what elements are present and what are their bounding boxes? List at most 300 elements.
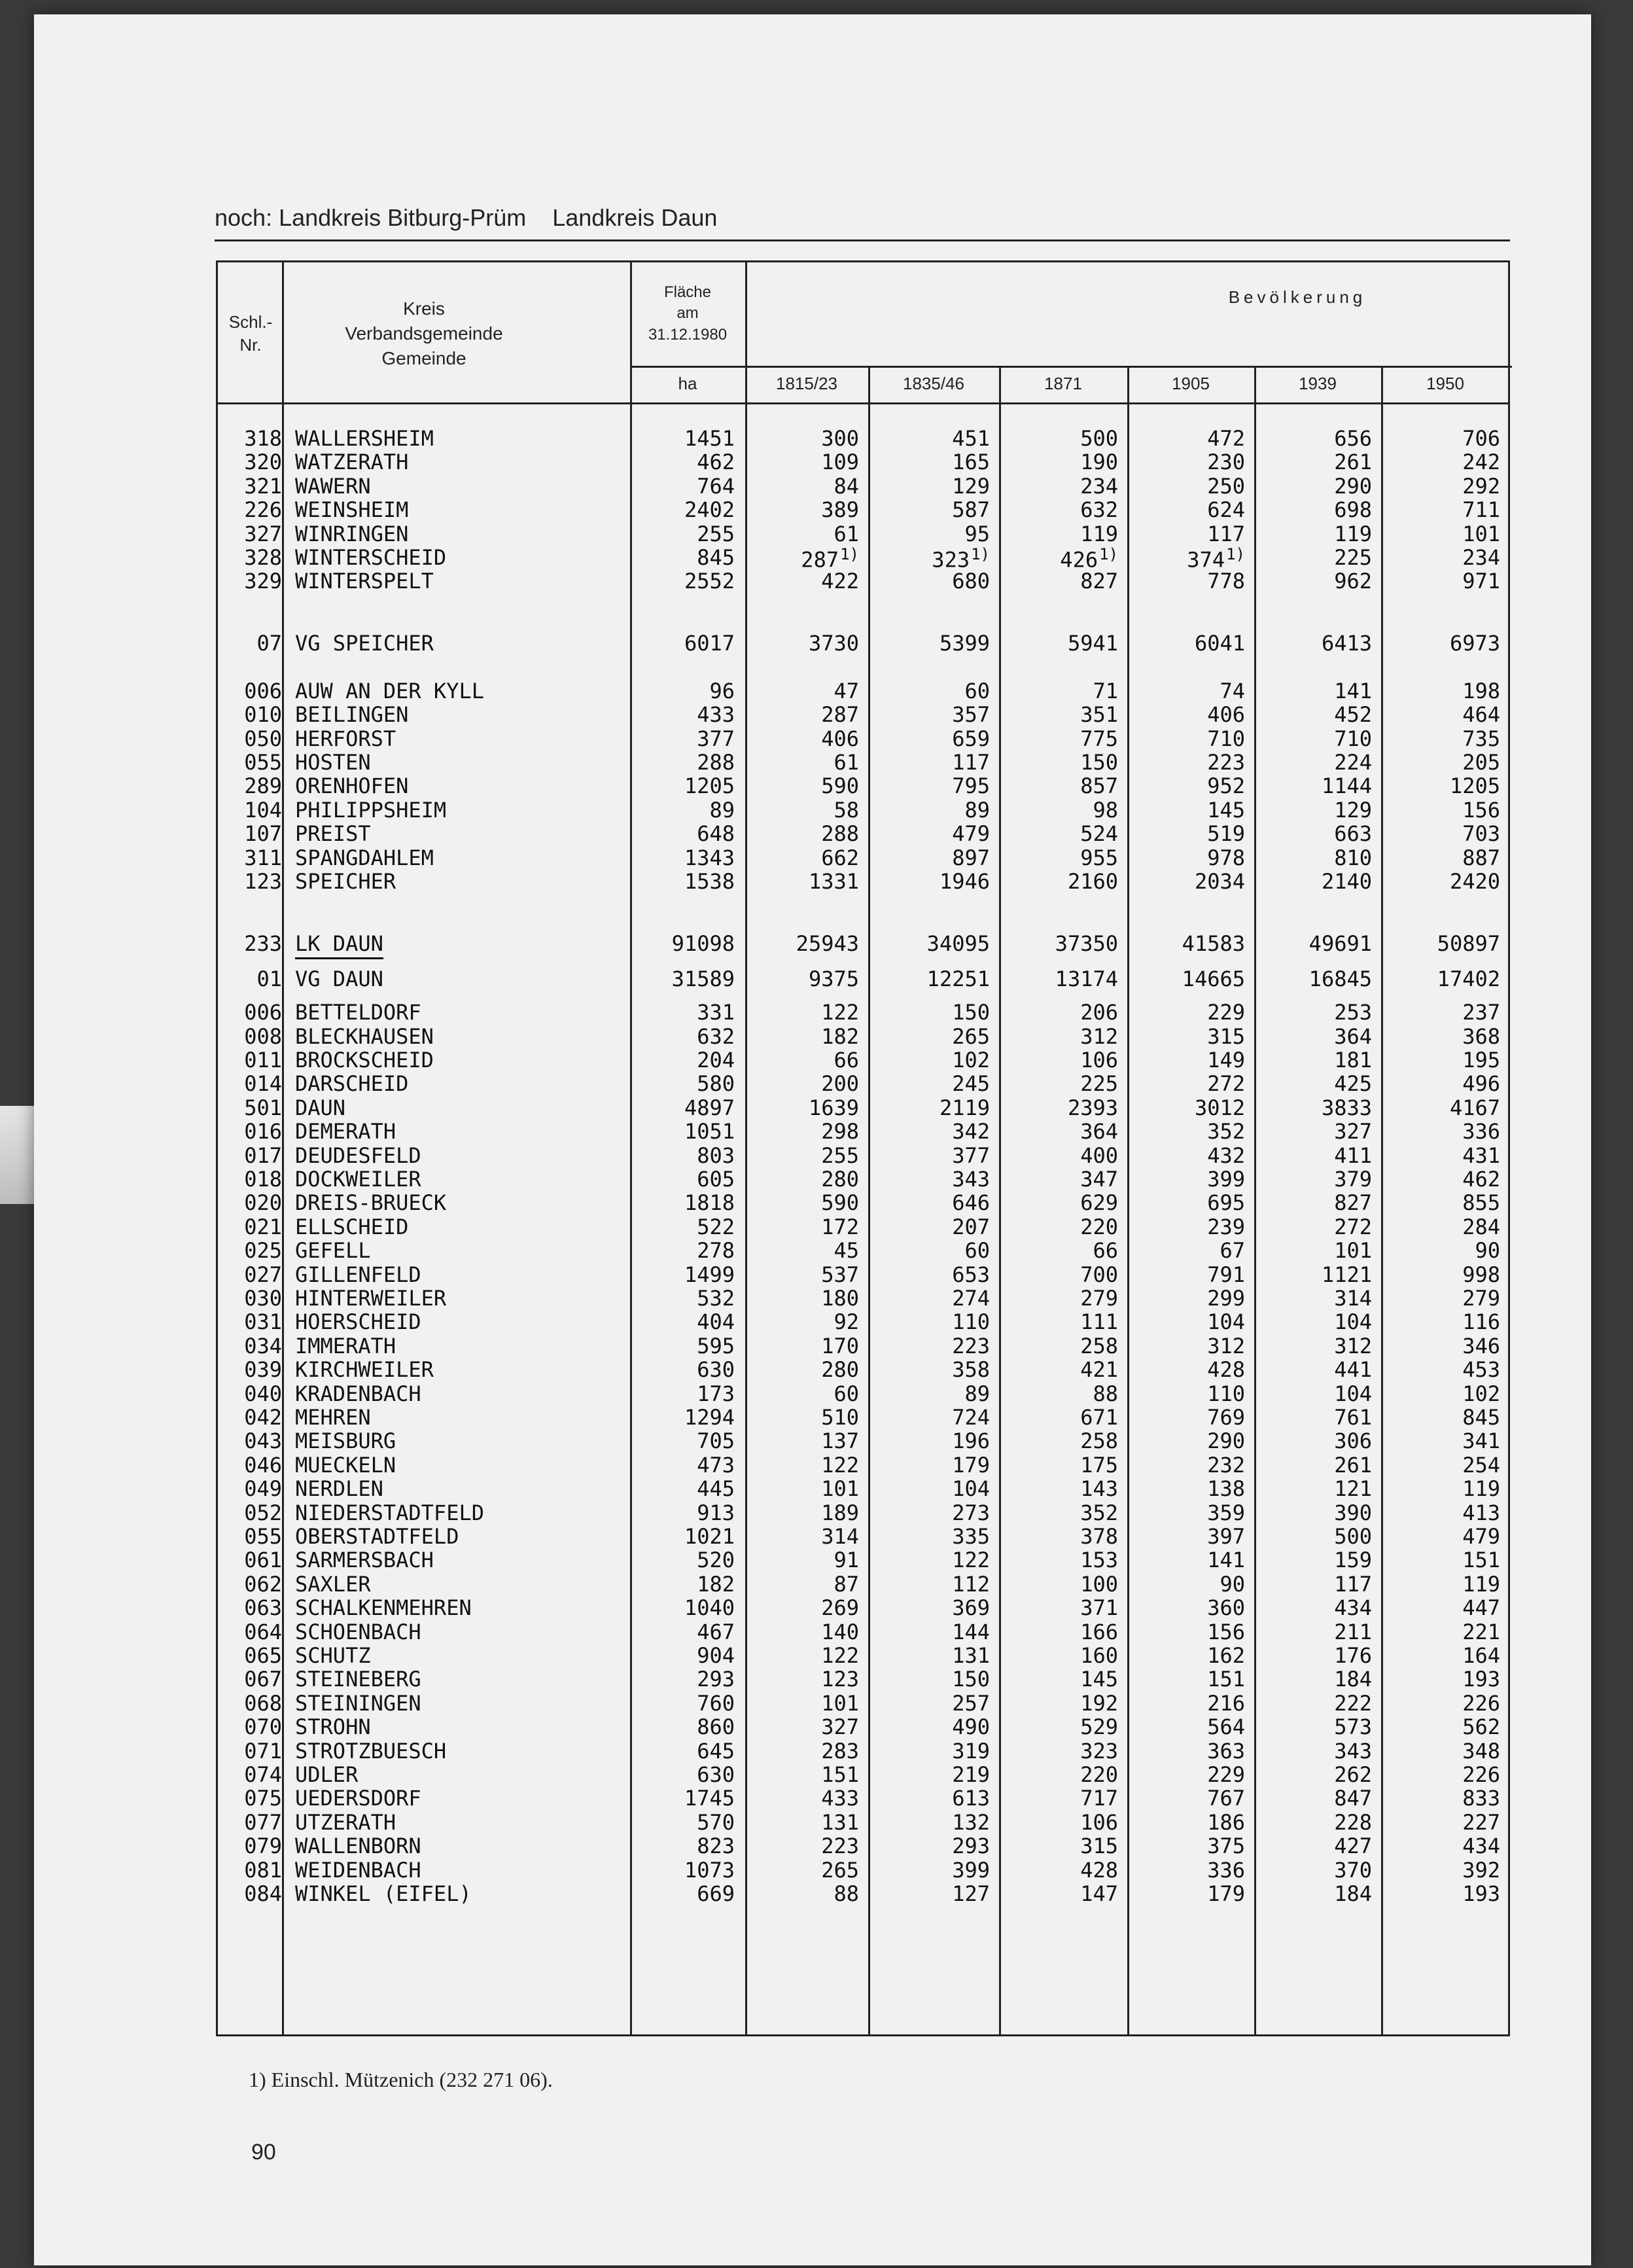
row-population-2 [964, 522, 990, 546]
row-name: WAWERN [295, 473, 371, 499]
table-row [218, 1000, 1508, 1023]
row-name: SCHALKENMEHREN [295, 1595, 472, 1621]
row-name: DAUN [295, 1095, 346, 1120]
population-value: 857 [1080, 773, 1118, 799]
row-number: 067 [244, 1667, 282, 1692]
population-value: 971 [1462, 569, 1500, 594]
row-population-1 [821, 1667, 859, 1692]
population-value: 1205 [1449, 773, 1500, 799]
table-row [218, 798, 1508, 821]
row-population-3 [1080, 1691, 1118, 1716]
population-value: 74 [1220, 678, 1245, 703]
population-value: 510 [821, 1405, 859, 1430]
population-value: 223 [1207, 750, 1245, 775]
row-population-2 [952, 773, 990, 798]
row-population-4 [1207, 1453, 1245, 1478]
row-name: MEISBURG [295, 1428, 396, 1454]
row-number: 006 [244, 1000, 282, 1025]
population-value: 179 [952, 1452, 990, 1478]
row-number: 064 [244, 1619, 282, 1644]
row-population-1 [821, 1739, 859, 1763]
population-value: 897 [952, 845, 990, 870]
population-value: 695 [1207, 1190, 1245, 1216]
population-value: 61 [834, 521, 859, 546]
row-area: 278 [697, 1238, 735, 1264]
population-value: 102 [1462, 1381, 1500, 1406]
row-name: PHILIPPSHEIM [295, 797, 447, 823]
row-population-2 [952, 1786, 990, 1811]
row-population-4 [1207, 474, 1245, 499]
population-value: 2034 [1194, 869, 1245, 895]
row-population-4 [1195, 869, 1245, 894]
row-population-3 [1080, 845, 1118, 870]
row-area: 669 [697, 1881, 735, 1907]
row-population-2 [952, 1667, 990, 1692]
row-population-2 [952, 1357, 990, 1382]
row-population-4 [1207, 1810, 1245, 1835]
population-value: 390 [1334, 1500, 1372, 1525]
row-population-4 [1207, 1071, 1245, 1096]
row-population-2 [952, 474, 990, 499]
table-row [218, 1548, 1508, 1571]
row-population-5 [1334, 798, 1372, 823]
row-name: OBERSTADTFELD [295, 1524, 459, 1550]
row-number: 016 [244, 1119, 282, 1144]
population-value: 426 [1060, 547, 1098, 573]
row-population-3 [1080, 1834, 1118, 1858]
row-population-3 [1080, 1476, 1118, 1501]
row-population-6 [1462, 1548, 1500, 1572]
population-value: 2160 [1067, 869, 1118, 895]
row-name: STROHN [295, 1714, 371, 1740]
row-population-5 [1334, 1238, 1372, 1263]
row-population-6 [1462, 1309, 1500, 1334]
row-area: 2402 [684, 497, 735, 523]
row-population-4 [1207, 726, 1245, 751]
population-value: 632 [1080, 497, 1118, 523]
table-row [218, 1500, 1508, 1524]
row-area: 904 [697, 1643, 735, 1669]
row-number: 031 [244, 1309, 282, 1335]
row-population-1 [821, 1000, 859, 1025]
row-area: 4897 [684, 1095, 735, 1120]
row-population-1 [821, 1476, 859, 1501]
population-value: 153 [1080, 1548, 1118, 1573]
row-population-4 [1207, 1334, 1245, 1358]
population-value: 88 [1093, 1381, 1118, 1406]
row-population-3 [1080, 1739, 1118, 1763]
row-population-5 [1334, 1762, 1372, 1787]
population-value: 181 [1334, 1048, 1372, 1073]
population-value: 315 [1080, 1834, 1118, 1859]
row-name: WEIDENBACH [295, 1857, 421, 1883]
population-value: 1121 [1321, 1262, 1372, 1287]
row-name: WINTERSPELT [295, 569, 434, 594]
row-population-1 [821, 1595, 859, 1620]
population-value: 13174 [1055, 966, 1118, 992]
population-value: 111 [1080, 1309, 1118, 1335]
row-population-1 [821, 1620, 859, 1644]
row-number: 226 [244, 497, 282, 523]
table-row [218, 1667, 1508, 1690]
population-value: 131 [952, 1643, 990, 1669]
row-number: 123 [244, 869, 282, 895]
population-value: 287 [801, 547, 839, 573]
population-value: 590 [821, 1190, 859, 1216]
population-value: 106 [1080, 1048, 1118, 1073]
population-value: 261 [1334, 450, 1372, 475]
population-value: 164 [1462, 1643, 1500, 1669]
population-value: 225 [1080, 1071, 1118, 1097]
row-population-5 [1334, 1834, 1372, 1858]
population-value: 962 [1334, 569, 1372, 594]
row-area: 1499 [684, 1262, 735, 1287]
row-number: 011 [244, 1048, 282, 1073]
row-population-5 [1334, 1453, 1372, 1478]
row-number: 079 [244, 1834, 282, 1859]
row-population-5 [1334, 1024, 1372, 1049]
table-row [218, 1524, 1508, 1548]
population-value: 192 [1080, 1690, 1118, 1716]
population-value: 227 [1462, 1809, 1500, 1835]
row-population-4 [1207, 798, 1245, 823]
population-value: 90 [1220, 1571, 1245, 1597]
row-population-2 [952, 1214, 990, 1239]
population-value: 847 [1334, 1786, 1372, 1811]
table-row [218, 931, 1508, 955]
population-value: 323 [932, 547, 970, 573]
row-population-6 [1462, 1453, 1500, 1478]
population-value: 711 [1462, 497, 1500, 523]
population-value: 89 [964, 797, 990, 823]
population-value: 472 [1207, 426, 1245, 451]
row-population-3 [1080, 1190, 1118, 1215]
table-row [218, 966, 1508, 990]
row-population-6 [1462, 1643, 1500, 1668]
row-population-5 [1334, 1071, 1372, 1096]
row-population-2 [952, 1000, 990, 1025]
row-population-4 [1207, 1357, 1245, 1382]
row-name: MUECKELN [295, 1452, 396, 1478]
row-area: 404 [697, 1309, 735, 1335]
population-value: 290 [1334, 473, 1372, 499]
row-area: 532 [697, 1286, 735, 1311]
population-value: 119 [1334, 521, 1372, 546]
population-value: 312 [1207, 1333, 1245, 1358]
row-population-1 [834, 750, 859, 775]
table-row [218, 1739, 1508, 1762]
population-value: 500 [1334, 1524, 1372, 1550]
population-value: 122 [821, 1452, 859, 1478]
row-population-1 [834, 1238, 859, 1263]
row-population-4 [1182, 966, 1245, 991]
population-value: 279 [1080, 1286, 1118, 1311]
population-value: 61 [834, 750, 859, 775]
row-population-3 [1080, 1405, 1118, 1430]
row-population-2 [939, 869, 990, 894]
row-population-5 [1334, 1691, 1372, 1716]
row-population-5 [1334, 1881, 1372, 1906]
population-value: 425 [1334, 1071, 1372, 1097]
population-value: 519 [1207, 821, 1245, 847]
row-population-3 [1080, 1881, 1118, 1906]
population-value: 327 [821, 1714, 859, 1740]
row-population-1 [821, 845, 859, 870]
population-value: 283 [821, 1738, 859, 1763]
table-row [218, 1786, 1508, 1809]
population-value: 336 [1207, 1857, 1245, 1883]
row-population-2 [952, 1524, 990, 1549]
population-value: 2140 [1321, 869, 1372, 895]
row-population-1 [821, 1858, 859, 1883]
row-number: 055 [244, 1524, 282, 1550]
row-number: 068 [244, 1690, 282, 1716]
row-population-5 [1322, 1095, 1372, 1120]
row-population-5 [1334, 426, 1372, 451]
population-value: 71 [1093, 678, 1118, 703]
population-value: 250 [1207, 473, 1245, 499]
population-value: 90 [1475, 1238, 1500, 1264]
population-value: 179 [1207, 1881, 1245, 1907]
table-row [218, 426, 1508, 450]
row-population-4 [1207, 1405, 1245, 1430]
row-population-6 [1450, 1095, 1500, 1120]
row-population-5 [1334, 679, 1372, 703]
population-value: 433 [821, 1786, 859, 1811]
table-row [218, 569, 1508, 592]
population-value: 346 [1462, 1333, 1500, 1358]
row-number: 084 [244, 1881, 282, 1907]
table-row [218, 702, 1508, 726]
row-population-3 [1080, 1572, 1118, 1597]
row-population-5 [1334, 1572, 1372, 1597]
population-value: 451 [952, 426, 990, 451]
population-value: 287 [821, 702, 859, 728]
row-population-5 [1334, 522, 1372, 546]
row-name: WALLENBORN [295, 1834, 421, 1859]
population-value: 431 [1462, 1143, 1500, 1168]
population-value: 659 [952, 726, 990, 751]
row-name: STEININGEN [295, 1690, 421, 1716]
row-name: DEMERATH [295, 1119, 396, 1144]
population-value: 88 [834, 1881, 859, 1907]
row-population-1 [796, 931, 859, 956]
population-value: 724 [952, 1405, 990, 1430]
table-body [218, 262, 1508, 2034]
row-population-6 [1462, 522, 1500, 546]
population-value: 2119 [939, 1095, 990, 1120]
table-row [218, 631, 1508, 654]
row-name: UTZERATH [295, 1809, 396, 1835]
population-value: 479 [1462, 1524, 1500, 1550]
row-population-4 [1207, 426, 1245, 451]
row-population-4 [1207, 845, 1245, 870]
row-number: 050 [244, 726, 282, 751]
row-population-4 [1207, 1143, 1245, 1168]
row-name: ELLSCHEID [295, 1214, 409, 1239]
row-population-4 [1207, 497, 1245, 522]
population-value: 428 [1080, 1857, 1118, 1883]
population-value: 100 [1080, 1571, 1118, 1597]
population-value: 293 [952, 1834, 990, 1859]
row-population-1 [809, 1095, 859, 1120]
population-value: 144 [952, 1619, 990, 1644]
population-value: 348 [1462, 1738, 1500, 1763]
population-value: 629 [1080, 1190, 1118, 1216]
population-value: 101 [1462, 521, 1500, 546]
population-value: 441 [1334, 1357, 1372, 1383]
row-name: PREIST [295, 821, 371, 847]
table-row [218, 1643, 1508, 1667]
table-row [218, 1119, 1508, 1143]
population-value: 195 [1462, 1048, 1500, 1073]
population-value: 375 [1207, 1834, 1245, 1859]
population-value: 400 [1080, 1143, 1118, 1168]
footnote-marker: 1) [840, 545, 859, 563]
header-year-6: 1950 [1426, 374, 1464, 393]
row-population-2 [952, 1453, 990, 1478]
population-value: 224 [1334, 750, 1372, 775]
row-population-5 [1334, 1548, 1372, 1572]
population-value: 363 [1207, 1738, 1245, 1763]
population-value: 587 [952, 497, 990, 523]
table-row [218, 1190, 1508, 1214]
row-population-3 [1080, 1643, 1118, 1668]
row-population-5 [1334, 474, 1372, 499]
row-population-2 [952, 1428, 990, 1453]
table-row [218, 1071, 1508, 1095]
population-value: 129 [1334, 797, 1372, 823]
population-value: 680 [952, 569, 990, 594]
row-population-1 [834, 1572, 859, 1597]
row-population-3 [1080, 773, 1118, 798]
row-population-4 [1207, 1858, 1245, 1883]
table-row [218, 821, 1508, 845]
population-value: 399 [1207, 1167, 1245, 1192]
row-number: 233 [244, 930, 282, 956]
population-value: 447 [1462, 1595, 1500, 1621]
row-population-2 [964, 1381, 990, 1406]
population-value: 827 [1080, 569, 1118, 594]
row-area: 377 [697, 726, 735, 751]
row-name: BLECKHAUSEN [295, 1023, 434, 1049]
population-value: 119 [1462, 1476, 1500, 1502]
row-name: HERFORST [295, 726, 396, 751]
row-number: 063 [244, 1595, 282, 1621]
row-population-3 [1093, 1238, 1118, 1263]
row-population-4 [1195, 631, 1245, 656]
row-population-3 [1080, 1428, 1118, 1453]
row-population-5 [1334, 569, 1372, 594]
table-row [218, 1334, 1508, 1357]
table-row [218, 750, 1508, 773]
row-population-6 [1462, 1572, 1500, 1597]
population-value: 358 [952, 1357, 990, 1383]
population-value: 104 [1334, 1309, 1372, 1335]
row-population-6 [1462, 1000, 1500, 1025]
population-value: 230 [1207, 450, 1245, 475]
table-row [218, 1834, 1508, 1857]
row-population-2 [952, 750, 990, 775]
population-value: 58 [834, 797, 859, 823]
row-area: 1818 [684, 1190, 735, 1216]
population-value: 119 [1080, 521, 1118, 546]
population-value: 223 [821, 1834, 859, 1859]
row-population-3 [1080, 569, 1118, 594]
population-value: 452 [1334, 702, 1372, 728]
row-number: 021 [244, 1214, 282, 1239]
row-population-5 [1334, 1048, 1372, 1072]
population-value: 3012 [1194, 1095, 1245, 1120]
row-population-1 [834, 798, 859, 823]
row-population-1 [821, 726, 859, 751]
table-row [218, 773, 1508, 797]
row-population-4 [1207, 569, 1245, 594]
row-area: 605 [697, 1167, 735, 1192]
row-population-4 [1207, 1667, 1245, 1692]
row-name: UEDERSDORF [295, 1786, 421, 1811]
row-number: 075 [244, 1786, 282, 1811]
row-area: 860 [697, 1714, 735, 1740]
population-value: 211 [1334, 1619, 1372, 1644]
population-value: 368 [1462, 1023, 1500, 1049]
row-population-4 [1207, 1548, 1245, 1572]
population-value: 613 [952, 1786, 990, 1811]
population-value: 257 [952, 1690, 990, 1716]
row-population-6 [1462, 1500, 1500, 1525]
row-population-5 [1334, 1334, 1372, 1358]
row-population-6 [1450, 869, 1500, 894]
population-value: 360 [1207, 1595, 1245, 1621]
row-population-3 [1080, 1143, 1118, 1168]
header-year-1: 1815/23 [776, 374, 837, 393]
row-population-3 [1080, 497, 1118, 522]
row-area: 570 [697, 1809, 735, 1835]
population-value: 122 [821, 1643, 859, 1669]
table-row [218, 1453, 1508, 1476]
population-value: 700 [1080, 1262, 1118, 1287]
population-value: 184 [1334, 1667, 1372, 1692]
row-name: SAXLER [295, 1571, 371, 1597]
row-area: 173 [697, 1381, 735, 1406]
row-name: SCHOENBACH [295, 1619, 421, 1644]
row-population-3 [1080, 1524, 1118, 1549]
population-value: 216 [1207, 1690, 1245, 1716]
population-value: 221 [1462, 1619, 1500, 1644]
row-population-4 [1207, 1691, 1245, 1716]
row-population-6 [1462, 1858, 1500, 1883]
row-number: 043 [244, 1428, 282, 1454]
row-population-3 [1080, 522, 1118, 546]
row-population-2 [952, 1024, 990, 1049]
row-population-5 [1334, 702, 1372, 727]
table-row [218, 1858, 1508, 1881]
population-value: 778 [1207, 569, 1245, 594]
row-population-4 [1207, 702, 1245, 727]
population-value: 261 [1334, 1452, 1372, 1478]
population-value: 422 [821, 569, 859, 594]
row-name: DREIS-BRUECK [295, 1190, 447, 1216]
row-population-6 [1462, 679, 1500, 703]
table-row [218, 679, 1508, 702]
row-population-1 [821, 1405, 859, 1430]
population-value: 34095 [926, 930, 990, 956]
population-value: 312 [1080, 1023, 1118, 1049]
row-population-1 [821, 1334, 859, 1358]
row-population-6 [1462, 1667, 1500, 1692]
row-population-6 [1462, 1071, 1500, 1096]
row-number: 020 [244, 1190, 282, 1216]
